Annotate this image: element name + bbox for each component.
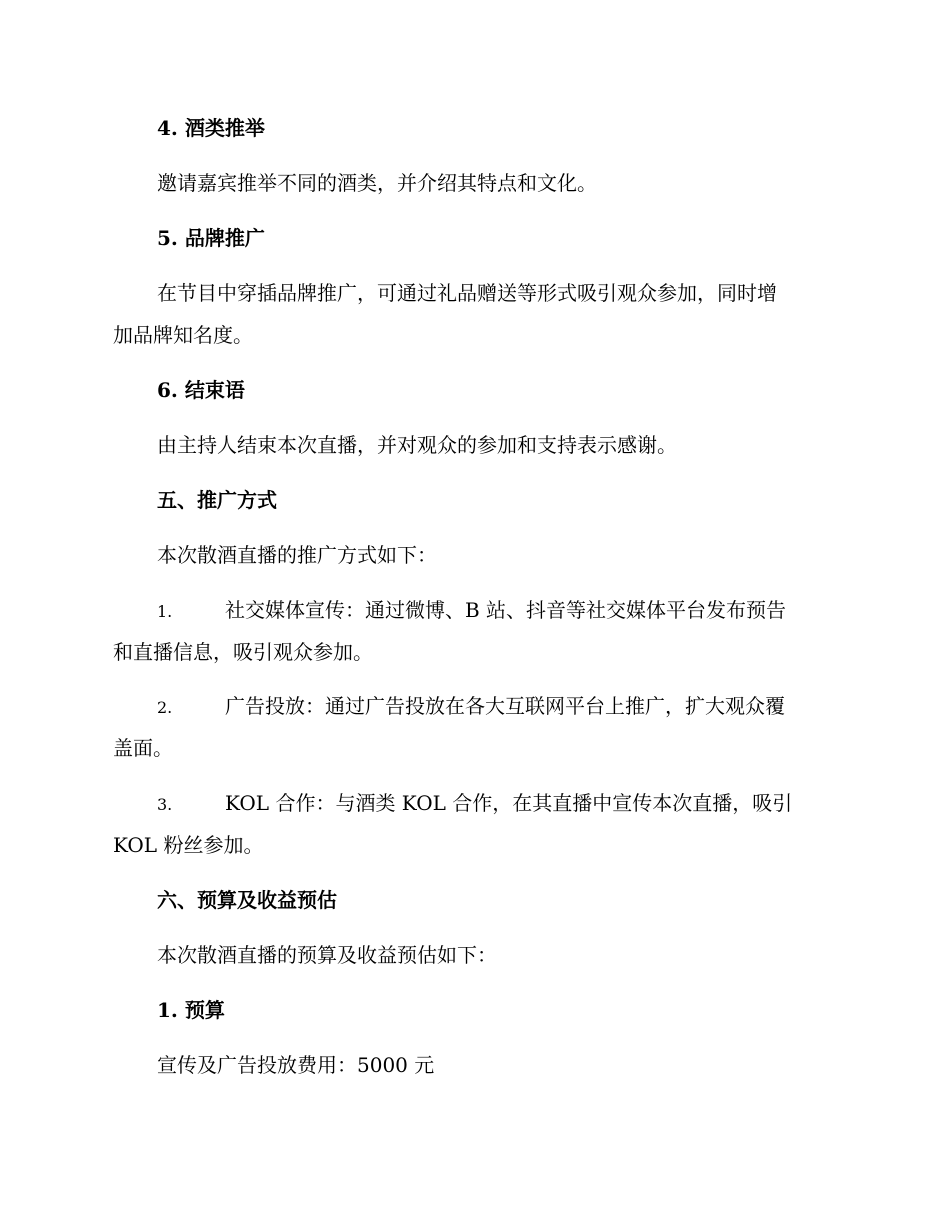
list-item-promo-1-line1 [157, 596, 877, 626]
section-intro-budget-revenue: 本次散酒直播的预算及收益预估如下： [157, 943, 497, 967]
budget-advertising-cost: 宣传及广告投放费用：5000 元 [157, 1053, 435, 1077]
list-number: 3. [157, 795, 173, 814]
section-intro-promotion-methods: 本次散酒直播的推广方式如下： [157, 543, 437, 567]
paragraph-closing-remarks: 由主持人结束本次直播，并对观众的参加和支持表示感谢。 [157, 433, 677, 457]
list-item-promo-2-line2: 盖面。 [113, 736, 173, 760]
paragraph-brand-promotion-line2: 加品牌知名度。 [113, 323, 253, 347]
heading-closing-remarks: 6. 结束语 [157, 378, 245, 402]
paragraph-brand-promotion-line1: 在节目中穿插品牌推广，可通过礼品赠送等形式吸引观众参加，同时增 [157, 281, 777, 305]
list-item-promo-3-line2: KOL 粉丝参加。 [113, 833, 264, 857]
list-item-promo-2-line1 [157, 692, 877, 722]
list-text: 社交媒体宣传：通过微博、B 站、抖音等社交媒体平台发布预告 [225, 598, 787, 622]
list-text: 广告投放：通过广告投放在各大互联网平台上推广，扩大观众覆 [225, 694, 785, 718]
heading-wine-recommendation: 4. 酒类推举 [157, 116, 265, 140]
section-title-promotion-methods: 五、推广方式 [157, 488, 277, 512]
list-number: 2. [157, 698, 173, 717]
paragraph-wine-recommendation: 邀请嘉宾推举不同的酒类，并介绍其特点和文化。 [157, 171, 597, 195]
heading-budget: 1. 预算 [157, 998, 225, 1022]
heading-brand-promotion: 5. 品牌推广 [157, 226, 265, 250]
list-number: 1. [157, 602, 173, 621]
list-item-promo-1-line2: 和直播信息，吸引观众参加。 [113, 640, 373, 664]
list-text: KOL 合作：与酒类 KOL 合作，在其直播中宣传本次直播，吸引 [225, 791, 793, 815]
list-item-promo-3-line1 [157, 789, 877, 819]
section-title-budget-revenue: 六、预算及收益预估 [157, 888, 337, 912]
